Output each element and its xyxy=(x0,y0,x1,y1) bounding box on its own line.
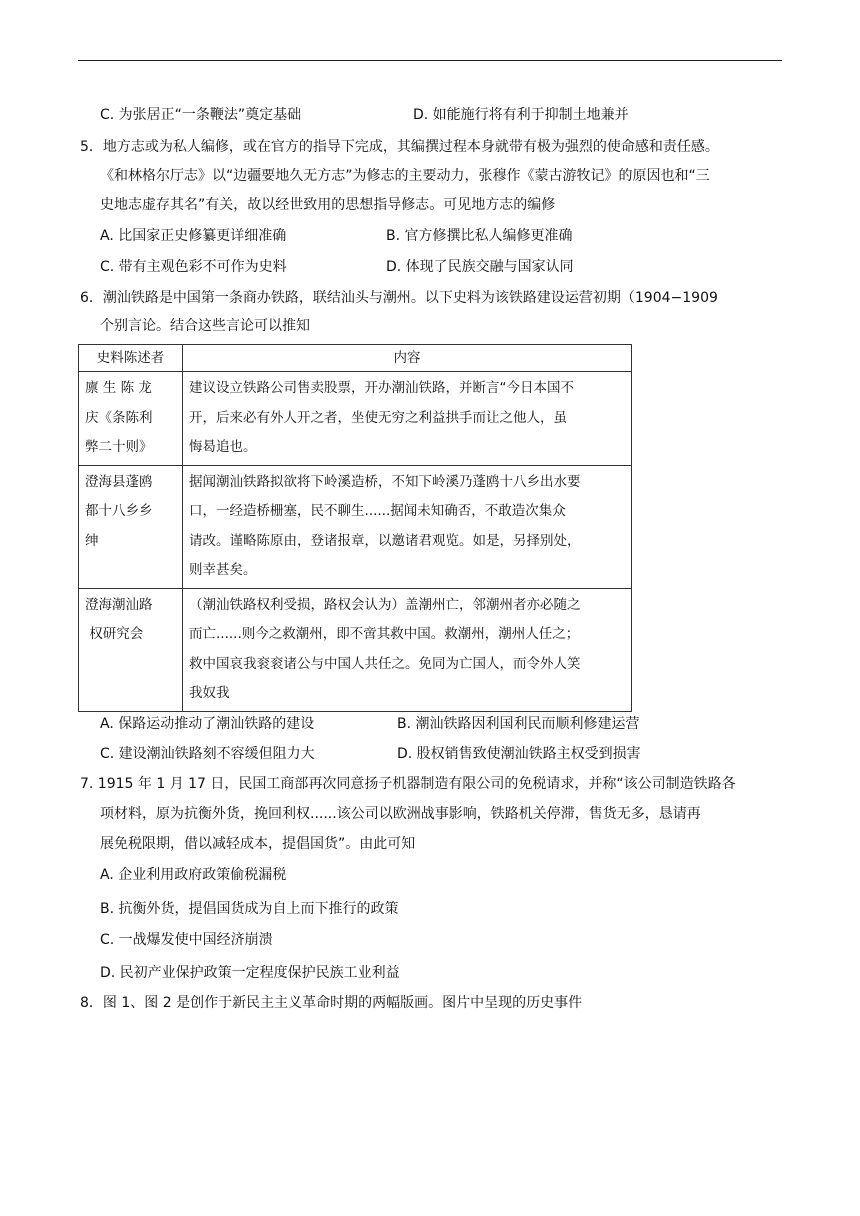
content-line: （潮汕铁路权利受损，路权会认为）盖潮州亡，邻潮州者亦必随之 xyxy=(189,596,581,613)
speaker-cell xyxy=(79,372,183,466)
q6-option-c: C. 建设潮汕铁路刻不容缓但阻力大 xyxy=(100,746,315,762)
q7-option-c: C. 一战爆发使中国经济崩溃 xyxy=(100,932,273,948)
q4-option-c: C. 为张居正“一条鞭法”奠定基础 xyxy=(100,107,302,123)
content-cell xyxy=(183,372,632,466)
table-row xyxy=(79,465,632,588)
speaker-line: 弊二十则》 xyxy=(85,439,153,455)
source-table xyxy=(78,344,632,712)
content-line: 而亡......则今之救潮州，即不啻其救中国。救潮州，潮州人任之； xyxy=(189,626,580,642)
q6-option-a: A. 保路运动推动了潮汕铁路的建设 xyxy=(100,716,315,732)
q4-option-d: D. 如能施行将有利于抑制土地兼并 xyxy=(413,107,629,123)
content-line: 请改。谨略陈原由，登诸报章，以邀诸君观览。如是，另择别处， xyxy=(189,532,581,549)
table-row xyxy=(79,588,632,711)
content-cell xyxy=(183,588,632,711)
q7-option-d: D. 民初产业保护政策一定程度保护民族工业利益 xyxy=(100,965,400,981)
q5-option-b: B. 官方修撰比私人编修更准确 xyxy=(386,228,573,244)
q7-stem-line: 展免税限期，借以减轻成本，提倡国货”。由此可知 xyxy=(100,836,416,852)
q5-stem-line: 5．地方志或为私人编修，或在官方的指导下完成，其编撰过程本身就带有极为强烈的使命感和责任感。 xyxy=(80,139,719,155)
speaker-line: 权研究会 xyxy=(85,626,144,642)
content-cell xyxy=(183,465,632,588)
q8-stem-line: 8．图 1、图 2 是创作于新民主主义革命时期的两幅版画。图片中呈现的历史事件 xyxy=(80,995,583,1011)
content-line: 建议设立铁路公司售卖股票，开办潮汕铁路，并断言“今日本国不 xyxy=(189,380,574,396)
content-line: 我奴我 xyxy=(189,685,230,701)
q7-stem-line: 项材料，原为抗衡外货，挽回利权......该公司以欧洲战事影响，铁路机关停滞，售货无多，恳请再 xyxy=(100,806,701,822)
speaker-line: 澄海县蓬鸥 xyxy=(85,473,153,490)
speaker-cell xyxy=(79,588,183,711)
q7-option-b: B. 抗衡外货，提倡国货成为自上而下推行的政策 xyxy=(100,901,399,917)
content-line: 开，后来必有外人开之者，坐使无穷之利益拱手而让之他人，虽 xyxy=(189,409,567,426)
q5-option-c: C. 带有主观色彩不可作为史料 xyxy=(100,259,287,275)
q7-stem-line: 7. 1915 年 1 月 17 日，民国工商部再次同意扬子机器制造有限公司的免税请求，并称“该公司制造铁路各 xyxy=(80,776,736,792)
speaker-line: 庆《条陈利 xyxy=(85,409,153,426)
column-header: 内容 xyxy=(183,345,632,372)
q5-stem-line: 史地志虚存其名”有关，故以经世致用的思想指导修志。可见地方志的编修 xyxy=(100,197,556,213)
speaker-line: 廪 生 陈 龙 xyxy=(85,380,152,396)
content-line: 悔曷追也。 xyxy=(189,439,257,455)
header-rule xyxy=(78,60,782,61)
q5-option-a: A. 比国家正史修纂更详细准确 xyxy=(100,228,287,244)
speaker-line: 都十八乡乡 xyxy=(85,503,153,519)
speaker-line: 绅 xyxy=(85,532,99,549)
content-line: 则幸甚矣。 xyxy=(189,562,257,578)
q7-option-a: A. 企业利用政府政策偷税漏税 xyxy=(100,867,287,883)
content-line: 口，一经造桥栅塞，民不聊生......据闻未知确否，不敢造次集众 xyxy=(189,503,566,519)
speaker-cell xyxy=(79,465,183,588)
q6-option-b: B. 潮汕铁路因利国利民而顺利修建运营 xyxy=(397,716,640,732)
table-row xyxy=(79,372,632,466)
q6-stem-line: 6．潮汕铁路是中国第一条商办铁路，联结汕头与潮州。以下史料为该铁路建设运营初期（1904−1909 xyxy=(80,290,718,306)
content-line: 救中国哀我衮衮诸公与中国人共任之。免同为亡国人，而令外人笑 xyxy=(189,655,581,672)
q5-option-d: D. 体现了民族交融与国家认同 xyxy=(386,259,574,275)
content-line: 据闻潮汕铁路拟欲将下岭溪造桥，不知下岭溪乃蓬鸥十八乡出水要 xyxy=(189,473,581,490)
q6-option-d: D. 股权销售致使潮汕铁路主权受到损害 xyxy=(397,746,641,762)
speaker-line: 澄海潮汕路 xyxy=(85,596,153,613)
table-header-row xyxy=(79,345,632,372)
q5-stem-line: 《和林格尔厅志》以“边疆要地久无方志”为修志的主要动力，张穆作《蒙古游牧记》的原因也和“三 xyxy=(100,168,710,184)
q6-stem-line: 个别言论。结合这些言论可以推知 xyxy=(100,318,310,334)
column-header: 史料陈述者 xyxy=(79,345,183,372)
